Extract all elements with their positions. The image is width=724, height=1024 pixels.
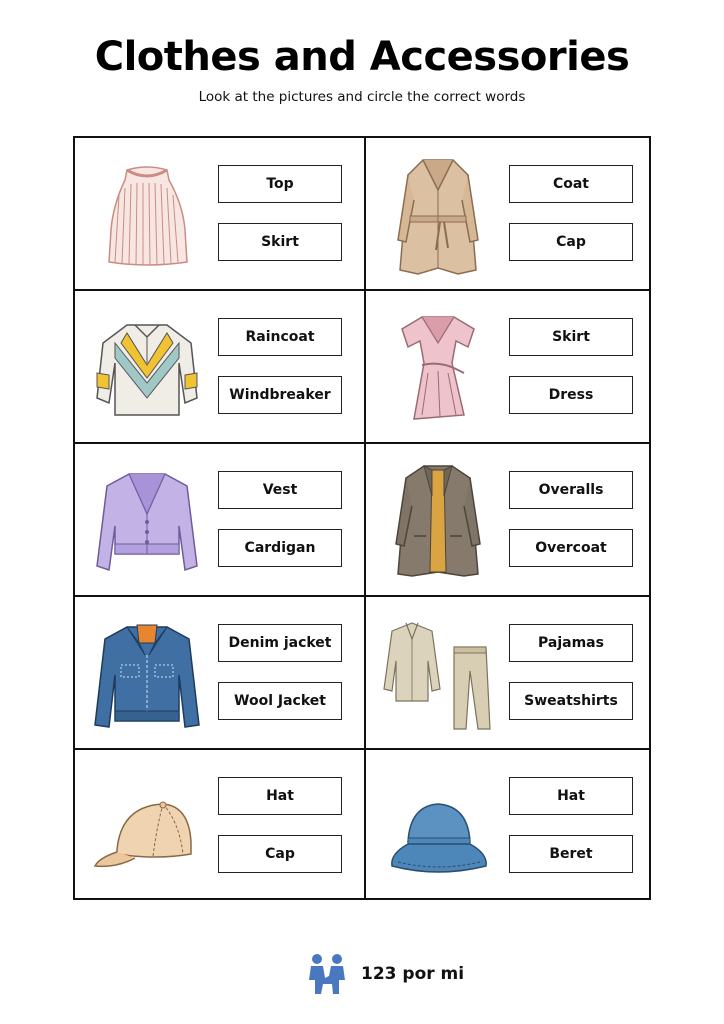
exercise-cell [366,597,655,750]
exercise-cell [366,138,655,291]
exercise-cell [75,291,364,444]
word-option[interactable]: Sweatshirts [509,682,633,720]
word-option[interactable]: Pajamas [509,624,633,662]
word-option[interactable]: Skirt [509,318,633,356]
word-option[interactable]: Denim jacket [218,624,342,662]
overcoat-icon [378,456,498,584]
exercise-cell [75,138,364,291]
crop-top-icon [87,150,207,278]
wrap-dress-icon [378,303,498,431]
word-option[interactable]: Windbreaker [218,376,342,414]
word-option[interactable]: Hat [509,777,633,815]
word-option[interactable]: Wool Jacket [218,682,342,720]
word-option[interactable]: Cap [218,835,342,873]
word-option[interactable]: Hat [218,777,342,815]
exercise-cell [366,291,655,444]
pajamas-icon [378,609,498,737]
page-subtitle: Look at the pictures and circle the correct words [198,89,526,105]
page-title: Clothes and Accessories [94,34,630,80]
baseball-cap-icon [87,762,207,890]
footer [305,952,464,996]
exercise-cell [366,750,655,903]
exercise-grid [73,136,651,900]
word-option[interactable]: Overcoat [509,529,633,567]
word-option[interactable]: Raincoat [218,318,342,356]
exercise-cell [366,444,655,597]
word-option[interactable]: Cardigan [218,529,342,567]
denim-jacket-icon [87,609,207,737]
exercise-cell [75,444,364,597]
word-option[interactable]: Top [218,165,342,203]
bucket-hat-icon [378,762,498,890]
windbreaker-icon [87,303,207,431]
kids-logo-icon [305,952,351,996]
word-option[interactable]: Cap [509,223,633,261]
word-option[interactable]: Overalls [509,471,633,509]
word-option[interactable]: Skirt [218,223,342,261]
cardigan-icon [87,456,207,584]
trench-coat-icon [378,150,498,278]
footer-brand: 123 por mi [361,964,465,984]
word-option[interactable]: Beret [509,835,633,873]
word-option[interactable]: Vest [218,471,342,509]
exercise-cell [75,597,364,750]
exercise-cell [75,750,364,903]
word-option[interactable]: Dress [509,376,633,414]
word-option[interactable]: Coat [509,165,633,203]
